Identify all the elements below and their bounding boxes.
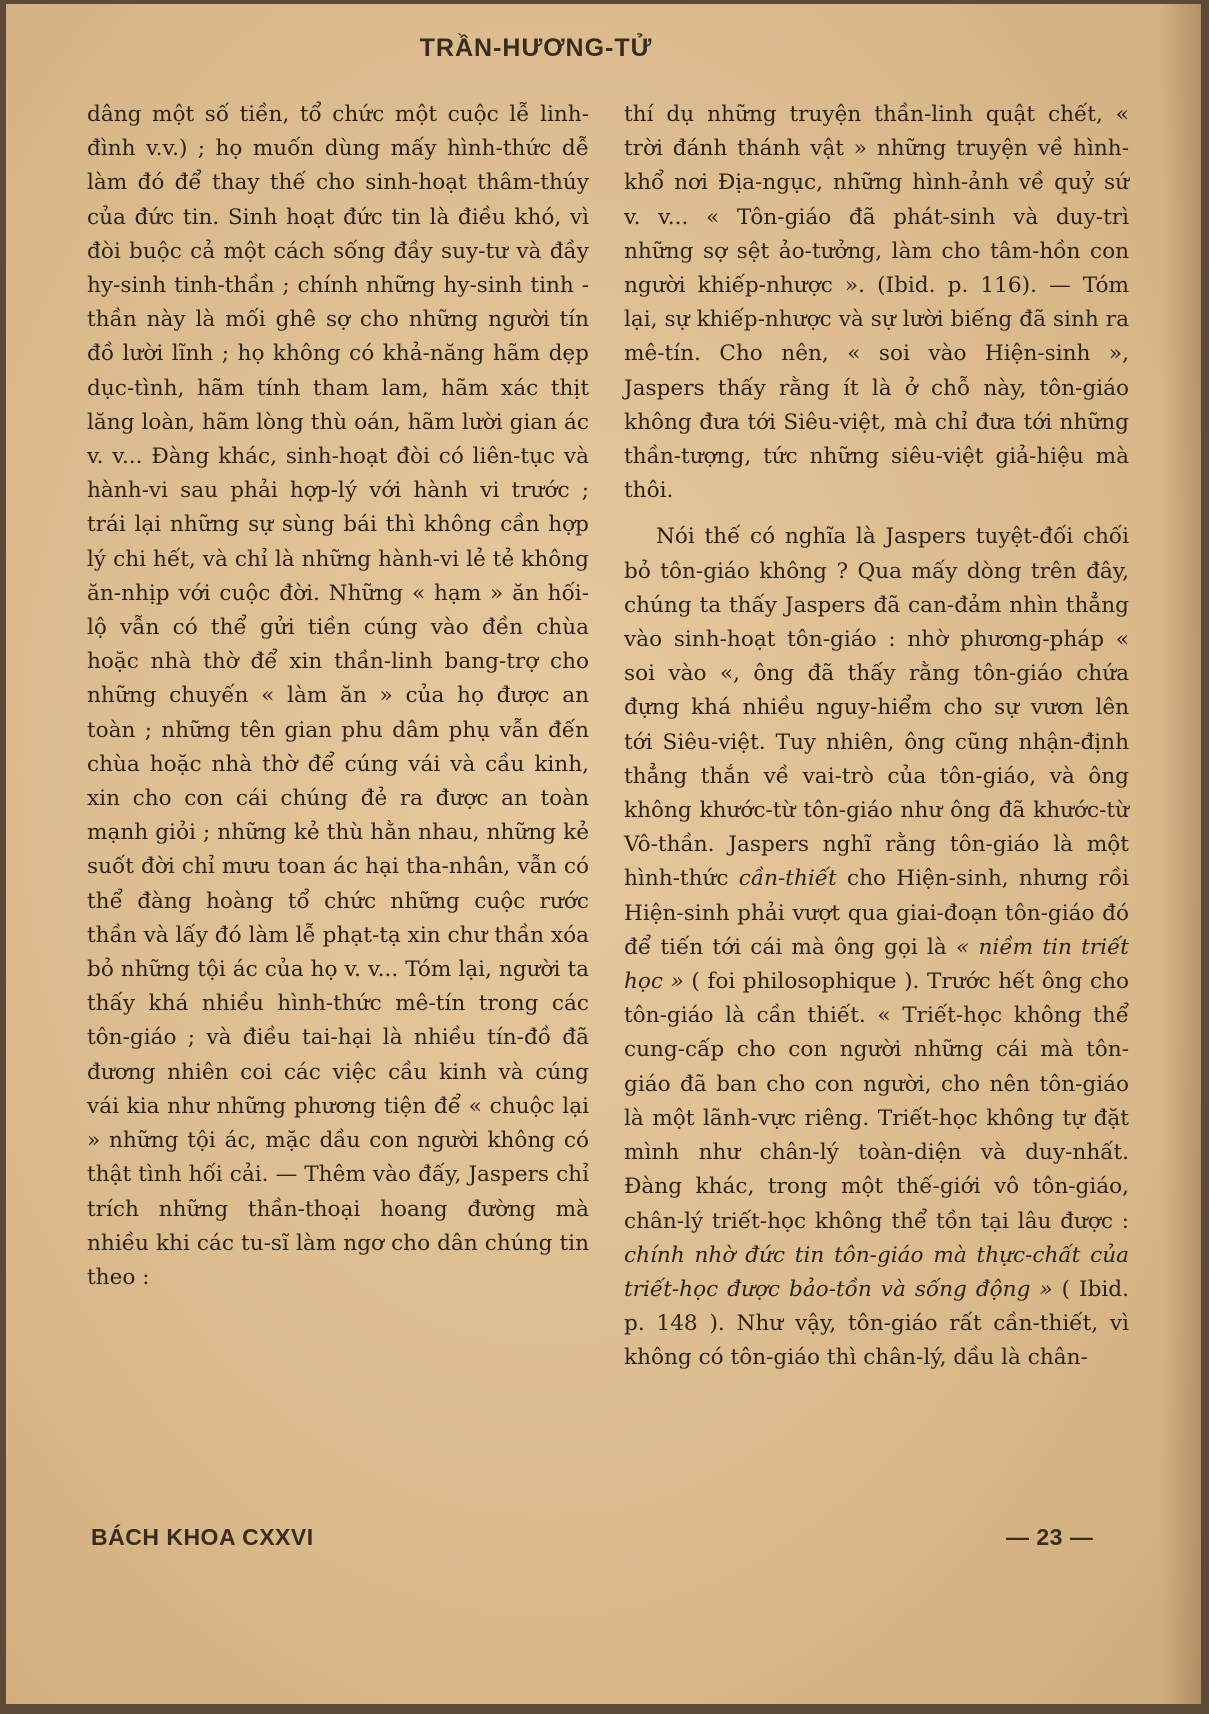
paragraph-text: cho Hiện-sinh, nhưng rồi Hiện-sinh phải vượt qua giai-đoạn tôn-giáo đó để tiến tới cái mà ông gọi là bbox=[624, 866, 1129, 960]
paragraph-text: Nói thế có nghĩa là Jaspers tuyệt-đối chối bỏ tôn-giáo không ? Qua mấy dòng trên đây, chúng ta thấy Jaspers đã can-đảm nhìn thẳng vào sinh-hoạt tôn-giáo : nhờ phương-pháp « soi vào «, ông đã thấy rằng tôn-giáo chứa đựng khá nhiều nguy-hiểm cho sự vươn lên tới Siêu-việt. Tuy nhiên, ông cũng nhận-định thẳng thắn về vai-trò của tôn-giáo, và ông không khước-từ tôn-giáo như ông đã khước-từ Vô-thần. Jaspers nghĩ rằng tôn-giáo là một hình-thức bbox=[624, 524, 1129, 892]
page-number: — 23 — bbox=[1006, 1524, 1094, 1550]
italic-text: cần-thiết bbox=[738, 866, 837, 892]
paragraph-text: ( Ibid. p. 148 ). Như vậy, tôn-giáo rất cần-thiết, vì không có tôn-giáo thì chân-lý, dầu là chân- bbox=[624, 1276, 1129, 1371]
right-paragraph-2 bbox=[624, 520, 1129, 1375]
right-paragraph-1: thí dụ những truyện thần-linh quật chết, « trời đánh thánh vật » những truyện về hình-khổ nơi Địa-ngục, những hình-ảnh về quỷ sứ v. v... « Tôn-giáo đã phát-sinh và duy-trì những sợ sệt ảo-tưởng, làm cho tâm-hồn con người khiếp-nhược ». (Ibid. p. 116). — Tóm lại, sự khiếp-nhược và sự lười biếng đã sinh ra mê-tín. Cho nên, « soi vào Hiện-sinh », Jaspers thấy rằng ít là ở chỗ này, tôn-giáo không đưa tới Siêu-việt, mà chỉ đưa tới những thần-tượng, tức những siêu-việt giả-hiệu mà thôi. bbox=[624, 102, 1129, 504]
italic-text: chính nhờ đức tin tôn-giáo mà thực-chất của triết-học được bảo-tồn và sống động » bbox=[624, 1242, 1129, 1302]
left-paragraph: dâng một số tiền, tổ chức một cuộc lễ linh-đình v.v.) ; họ muốn dùng mấy hình-thức dễ làm đó để thay thế cho sinh-hoạt thâm-thúy của đức tin. Sinh hoạt đức tin là điều khó, vì đòi buộc cả một cách sống đầy suy-tư và đầy hy-sinh tinh-thần ; chính những hy-sinh tinh - thần này là mối ghê sợ cho những người tín đồ lười lĩnh ; họ không có khả-năng hãm dẹp dục-tình, hãm tính tham lam, hãm xác thịt lăng loàn, hãm lòng thù oán, hãm lười gian ác v. v... Đàng khác, sinh-hoạt đòi có liên-tục và hành-vi sau phải hợp-lý với hành vi trước ; trái lại những sự sùng bái thì không cần hợp lý chi hết, và chỉ là những hành-vi lẻ tẻ không ăn-nhịp với cuộc đời. Những « hạm » ăn hối-lộ vẫn có thể gửi tiền cúng vào đền chùa hoặc nhà thờ để xin thần-linh bang-trợ cho những chuyến « làm ăn » của họ được an toàn ; những tên gian phu dâm phụ vẫn đến chùa hoặc nhà thờ để cúng vái và cầu kinh, xin cho con cái chúng đẻ ra được an toàn mạnh giỏi ; những kẻ thù hằn nhau, những kẻ suốt đời chỉ mưu toan ác hại tha-nhân, vẫn có thể đàng hoàng tổ chức những cuộc rước thần và lấy đó làm lễ phạt-tạ xin chư thần xóa bỏ những tội ác của họ v. v... Tóm lại, người ta thấy khá nhiều hình-thức mê-tín trong các tôn-giáo ; và điều tai-hại là nhiều tín-đồ đã đương nhiên coi các việc cầu kinh và cúng vái kia như những phương tiện để « chuộc lại » những tội ác, mặc dầu con người không có thật tình hối cải. — Thêm vào đấy, Jaspers chỉ trích những thần-thoại hoang đường mà nhiều khi các tu-sĩ làm ngơ cho dân chúng tin theo : bbox=[87, 102, 589, 1290]
page-edge-shadow bbox=[1161, 4, 1201, 1704]
running-title: TRẦN-HƯƠNG-TỬ bbox=[419, 34, 653, 62]
publication-footer: BÁCH KHOA CXXVI bbox=[91, 1524, 314, 1550]
left-column bbox=[87, 98, 589, 1295]
right-column bbox=[624, 98, 1129, 1376]
italic-text: « niềm tin triết học » bbox=[624, 934, 1129, 995]
magazine-page bbox=[6, 4, 1201, 1704]
paragraph-text: ( foi philosophique ). Trước hết ông cho tôn-giáo là cần thiết. « Triết-học không thể cung-cấp cho con người những cái mà tôn-giáo đã ban cho con người, cho nên tôn-giáo là một lãnh-vực riêng. Triết-học không tự đặt mình như chân-lý toàn-diện và duy-nhất. Đàng khác, trong một thế-giới vô tôn-giáo, chân-lý triết-học không thể tồn tại lâu được : bbox=[624, 969, 1129, 1234]
